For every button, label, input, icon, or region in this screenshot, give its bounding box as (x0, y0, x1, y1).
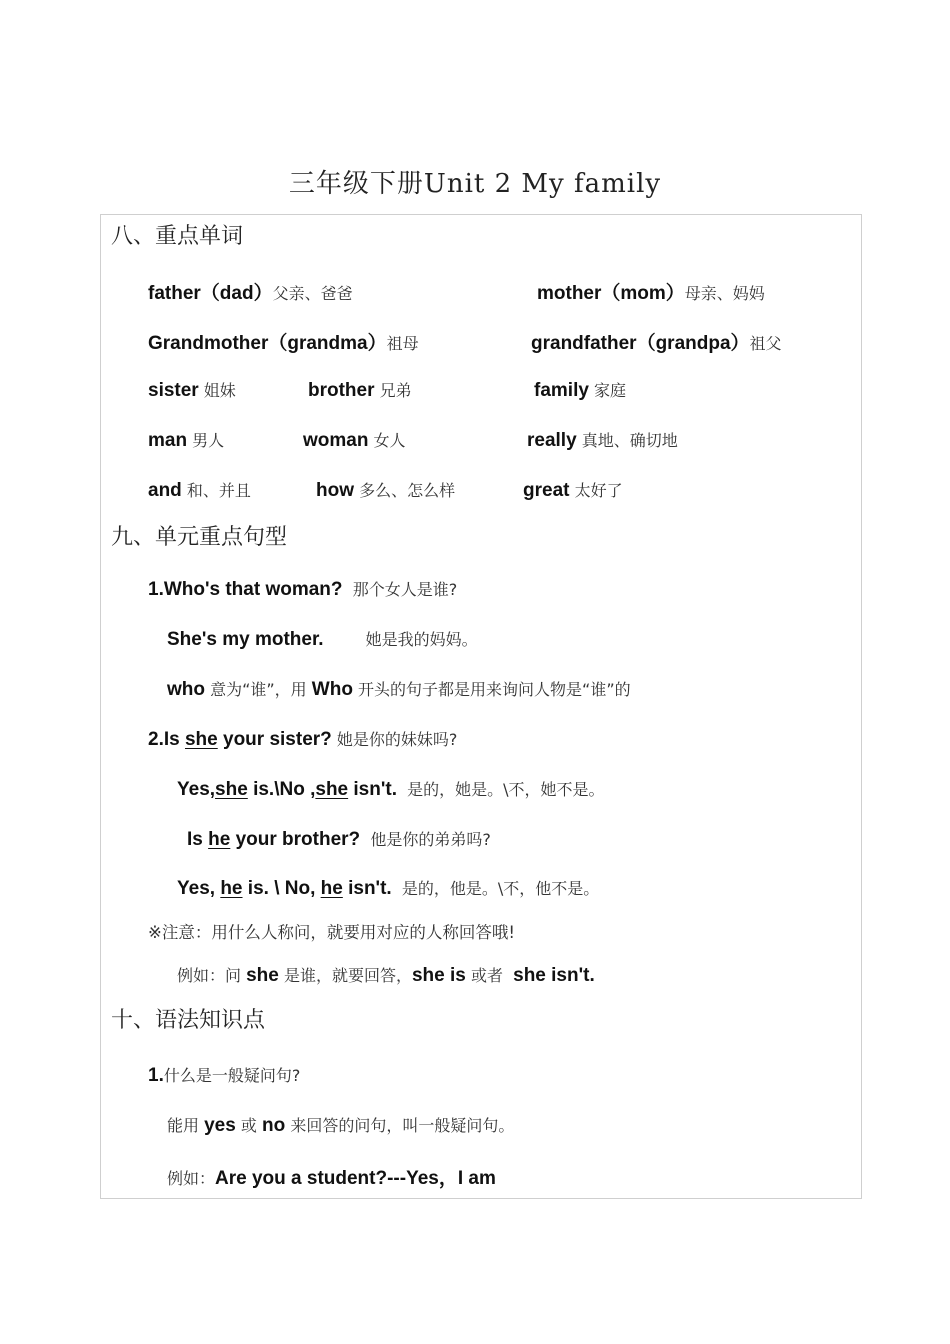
sentence-answer-3: Yes, he is. \ No, he isn't. 是的，他是。\不，他不是。 (177, 878, 600, 899)
word-item: family 家庭 (534, 380, 627, 401)
word-item: how 多么、怎么样 (316, 480, 456, 501)
content-box (100, 214, 862, 1199)
page-title: 三年级下册Unit 2 My family (288, 169, 662, 199)
grammar-item-1: 1. 什么是一般疑问句? (148, 1065, 301, 1086)
sentence-answer-2: Yes, she is.\No , she isn't. 是的，她是。\不，她不是。 (177, 779, 605, 800)
word-item: father（dad） 父亲、爸爸 (148, 283, 353, 304)
word-item: mother（mom） 母亲、妈妈 (537, 283, 765, 304)
section-heading-grammar: 十、语法知识点 (111, 1008, 266, 1033)
word-item: sister 姐妹 (148, 380, 236, 401)
grammar-example: 例如： Are you a student?---Yes，I am (167, 1168, 496, 1189)
sentence-question-3: Is he your brother? 他是你的弟弟吗? (187, 829, 491, 850)
word-item: really 真地、确切地 (527, 430, 678, 451)
word-item: and 和、并且 (148, 480, 251, 501)
word-item: great 太好了 (523, 480, 623, 501)
section-heading-vocab: 八、重点单词 (111, 224, 244, 249)
note-pronoun: ※注意：用什么人称问，就要用对应的人称回答哦! (148, 923, 515, 942)
word-item: grandfather（grandpa） 祖父 (531, 333, 782, 354)
section-heading-sentences: 九、单元重点句型 (111, 525, 288, 550)
grammar-definition: 能用 yes 或 no 来回答的问句，叫一般疑问句。 (167, 1115, 515, 1136)
sentence-answer-1: She's my mother. 她是我的妈妈。 (167, 629, 478, 650)
sentence-question-1: 1.Who's that woman? 那个女人是谁? (148, 579, 458, 600)
note-who: who 意为“谁”，用 Who 开头的句子都是用来询问人物是“谁”的 (167, 679, 631, 700)
example-pronoun: 例如：问 she 是谁，就要回答， she is 或者 she isn't. (177, 965, 595, 986)
word-item: man 男人 (148, 430, 225, 451)
word-item: Grandmother（grandma） 祖母 (148, 333, 419, 354)
word-item: brother 兄弟 (308, 380, 412, 401)
sentence-question-2: 2.Is she your sister? 她是你的妹妹吗? (148, 729, 458, 750)
word-item: woman 女人 (303, 430, 406, 451)
